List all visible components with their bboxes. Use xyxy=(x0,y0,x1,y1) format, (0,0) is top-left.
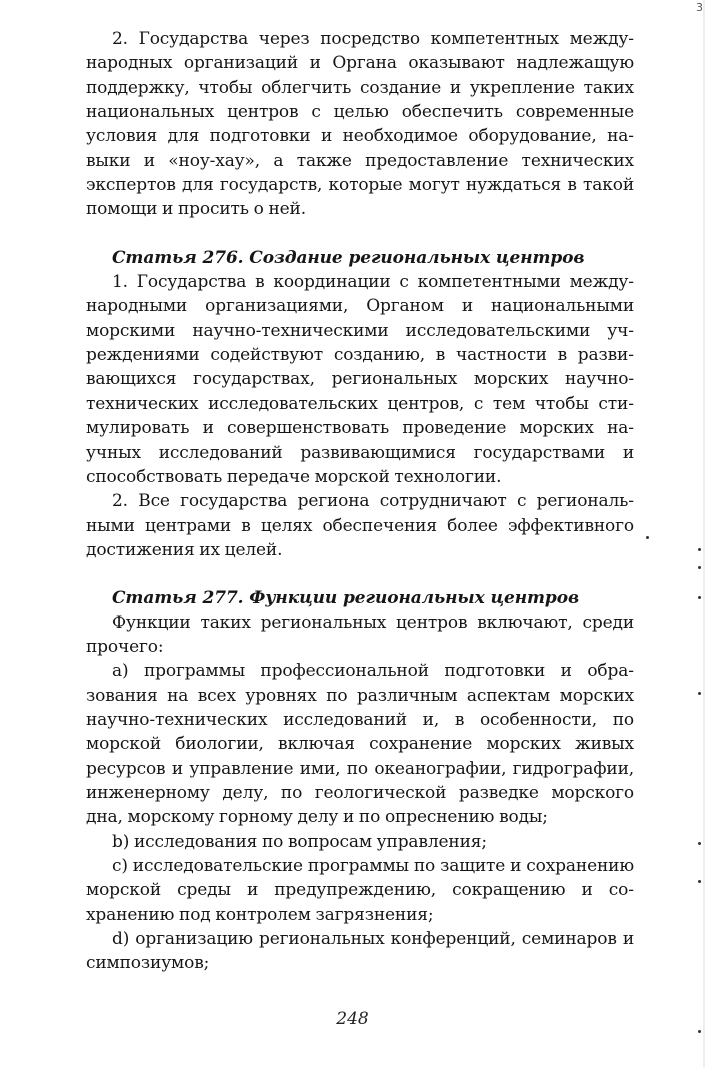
scan-speck xyxy=(646,536,649,539)
article-277-item-d: d) организацию региональных конференций, семинаров и симпозиумов; xyxy=(86,929,634,974)
article-277-intro: Функции таких региональных центров включают, среди прочего: xyxy=(86,612,634,657)
scan-speck xyxy=(698,1030,701,1033)
scan-speck xyxy=(698,548,701,551)
margin-mark-top-right: 3 xyxy=(696,1,703,14)
page-number: 248 xyxy=(336,1009,369,1029)
article-277-item-c: c) исследовательские программы по защите и сохранению морской среды и предупреждению, сокращению и сохранению под контролем загрязнения; xyxy=(86,856,634,925)
article-277-item-b: b) исследования по вопросам управления; xyxy=(112,831,487,852)
scan-speck xyxy=(698,566,701,569)
scan-speck xyxy=(698,692,701,695)
article-276-paragraph-2: 2. Все государства региона сотрудничают с региональными центрами в целях обеспечения более эффективного достижения их целей. xyxy=(86,491,634,560)
scan-speck xyxy=(698,596,701,599)
article-276-paragraph-1: 1. Государства в координации с компетентными международными организациями, Органом и национальными морскими научно-техническими исследовательскими учреждениями содействуют созданию, в частности в развивающихся государствах, региональных морских научно-технических исследовательских центров, с тем чтобы стимулировать и совершенствовать проведение морских научных исследований развивающимися государствами и способствовать передаче морской технологии. xyxy=(86,272,634,487)
scan-speck xyxy=(698,880,701,883)
section-gap xyxy=(86,562,634,586)
article-277-item-a: а) программы профессиональной подготовки и образования на всех уровнях по различным аспектам морских научно-технических исследований и, в особенности, по морской биологии, включая сохранение морских живых ресурсов и управление ими, по океанографии, гидрографии, инженерному делу, по геологической разведке морского дна, морскому горному делу и по опреснению воды; xyxy=(86,661,634,828)
article-277-heading: Статья 277. Функции региональных центров xyxy=(112,588,580,609)
article-276-heading: Статья 276. Создание региональных центров xyxy=(112,247,585,268)
book-page xyxy=(86,27,634,976)
section-gap xyxy=(86,222,634,246)
paragraph-top-1: 2. Государства через посредство компетентных международных организаций и Органа оказывают надлежащую поддержку, чтобы облегчить создание и укрепление таких национальных центров с целью обеспечить современные условия для подготовки и необходимое оборудование, навыки и «ноу-хау», а также предоставление технических экспертов для государств, которые могут нуждаться в такой помощи и просить о ней. xyxy=(86,29,634,220)
scan-speck xyxy=(698,842,701,845)
